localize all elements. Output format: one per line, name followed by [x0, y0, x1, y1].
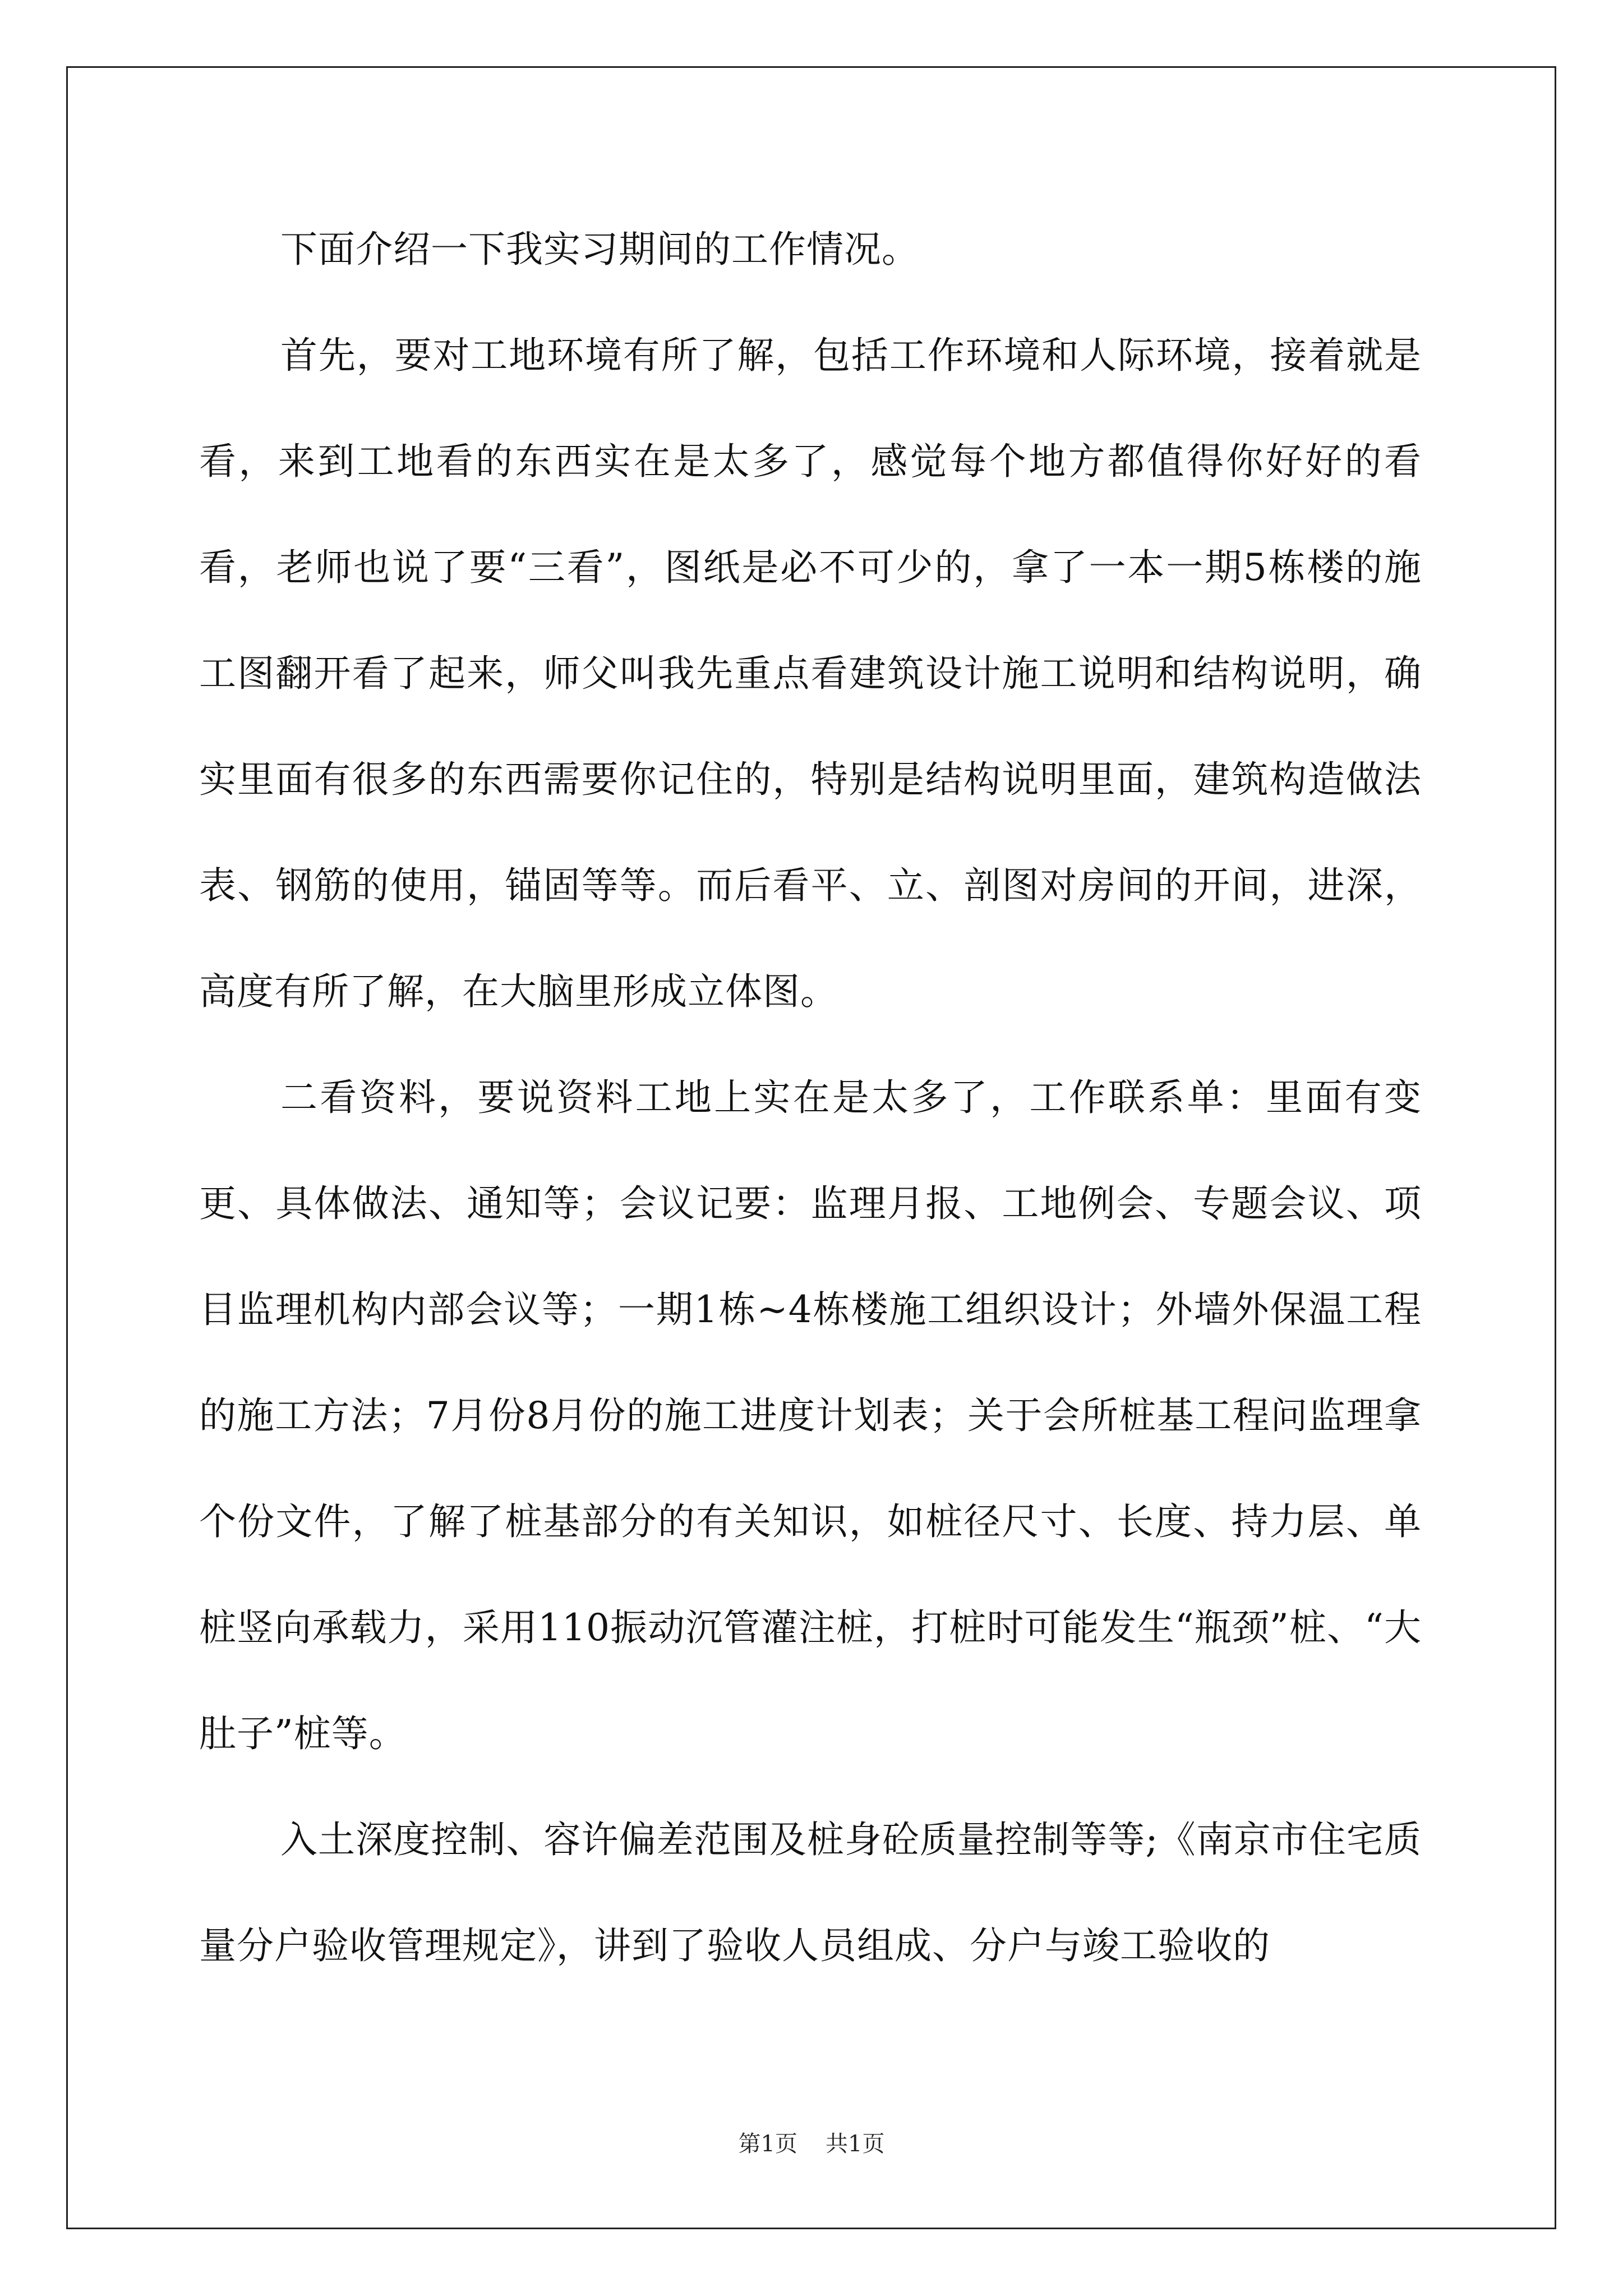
- page-footer: [0, 2126, 1623, 2158]
- paragraph-first-look: 首先，要对工地环境有所了解，包括工作环境和人际环境，接着就是看，来到工地看的东西实在是太多了，感觉每个地方都值得你好好的看看，老师也说了要“三看”，图纸是必不可少的，拿了一本一期5栋楼的施工图翻开看了起来，师父叫我先重点看建筑设计施工说明和结构说明，确实里面有很多的东西需要你记住的，特别是结构说明里面，建筑构造做法表、钢筋的使用，锚固等等。而后看平、立、剖图对房间的开间，进深，高度有所了解，在大脑里形成立体图。: [199, 334, 1422, 1013]
- paragraph-intro: 下面介绍一下我实习期间的工作情况。: [280, 228, 919, 271]
- page-number: 第1页: [738, 2131, 797, 2157]
- document-body: [199, 196, 1422, 1999]
- page-total: 共1页: [826, 2131, 885, 2157]
- paragraph-continuation: 入土深度控制、容许偏差范围及桩身砼质量控制等等;《南京市住宅质量分户验收管理规定》，讲到了验收人员组成、分户与竣工验收的: [199, 1818, 1422, 1967]
- paragraph-second-look: 二看资料，要说资料工地上实在是太多了，工作联系单：里面有变更、具体做法、通知等；会议记要：监理月报、工地例会、专题会议、项目监理机构内部会议等；一期1栋~4栋楼施工组织设计；外墙外保温工程的施工方法；7月份8月份的施工进度计划表；关于会所桩基工程问监理拿个份文件，了解了桩基部分的有关知识，如桩径尺寸、长度、持力层、单桩竖向承载力，采用110振动沉管灌注桩，打桩时可能发生“瓶颈”桩、“大肚子”桩等。: [199, 1076, 1422, 1755]
